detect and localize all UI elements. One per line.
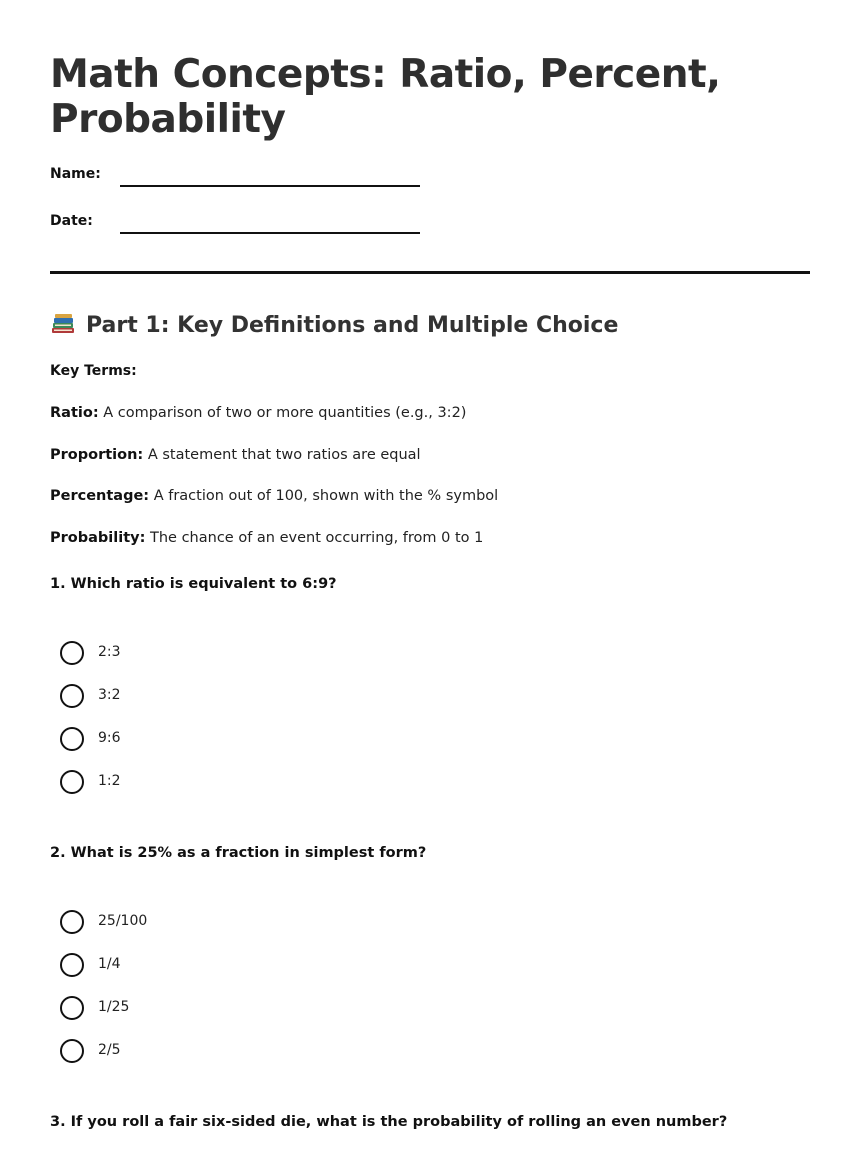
question-2: 2. What is 25% as a fraction in simplest form? — [50, 845, 427, 861]
question-1: 1. Which ratio is equivalent to 6:9? — [50, 576, 337, 592]
definition-text: A comparison of two or more quantities (e.g., 3:2) — [98, 405, 467, 421]
radio-button[interactable] — [60, 1039, 84, 1063]
q1-option-c[interactable] — [60, 727, 260, 753]
q2-option-c[interactable] — [60, 996, 260, 1022]
radio-button[interactable] — [60, 684, 84, 708]
option-label: 9:6 — [98, 730, 121, 746]
definition-text: The chance of an event occurring, from 0 to 1 — [145, 530, 484, 546]
key-terms-label: Key Terms: — [50, 363, 137, 379]
definition-term: Probability: — [50, 530, 146, 546]
date-field — [50, 213, 430, 243]
q1-option-a[interactable] — [60, 641, 260, 667]
definition-term: Proportion: — [50, 447, 144, 463]
q1-option-d[interactable] — [60, 770, 260, 796]
option-label: 1/4 — [98, 956, 121, 972]
books-icon — [50, 313, 76, 335]
date-label: Date: — [50, 213, 93, 229]
option-label: 2/5 — [98, 1042, 121, 1058]
radio-button[interactable] — [60, 727, 84, 751]
date-input-line[interactable] — [120, 232, 420, 234]
radio-button[interactable] — [60, 953, 84, 977]
definition-probability — [50, 530, 483, 546]
part1-heading-text: Part 1: Key Definitions and Multiple Choice — [86, 313, 619, 338]
name-label: Name: — [50, 166, 101, 182]
definition-text: A fraction out of 100, shown with the % symbol — [149, 488, 499, 504]
option-label: 1:2 — [98, 773, 121, 789]
radio-button[interactable] — [60, 996, 84, 1020]
option-label: 25/100 — [98, 913, 148, 929]
definition-percentage — [50, 488, 498, 504]
definition-term: Percentage: — [50, 488, 150, 504]
question-3: 3. If you roll a fair six-sided die, what is the probability of rolling an even number? — [50, 1114, 728, 1130]
name-input-line[interactable] — [120, 185, 420, 187]
option-label: 1/25 — [98, 999, 130, 1015]
radio-button[interactable] — [60, 770, 84, 794]
option-label: 3:2 — [98, 687, 121, 703]
name-field — [50, 166, 430, 196]
q1-option-b[interactable] — [60, 684, 260, 710]
section-divider — [50, 271, 810, 274]
definition-proportion — [50, 447, 421, 463]
page-title: Math Concepts: Ratio, Percent, Probability — [50, 52, 721, 142]
definition-text: A statement that two ratios are equal — [143, 447, 421, 463]
q2-option-d[interactable] — [60, 1039, 260, 1065]
definition-term: Ratio: — [50, 405, 99, 421]
radio-button[interactable] — [60, 641, 84, 665]
q2-option-a[interactable] — [60, 910, 260, 936]
part1-heading — [50, 310, 618, 342]
option-label: 2:3 — [98, 644, 121, 660]
radio-button[interactable] — [60, 910, 84, 934]
q2-option-b[interactable] — [60, 953, 260, 979]
definition-ratio — [50, 405, 466, 421]
